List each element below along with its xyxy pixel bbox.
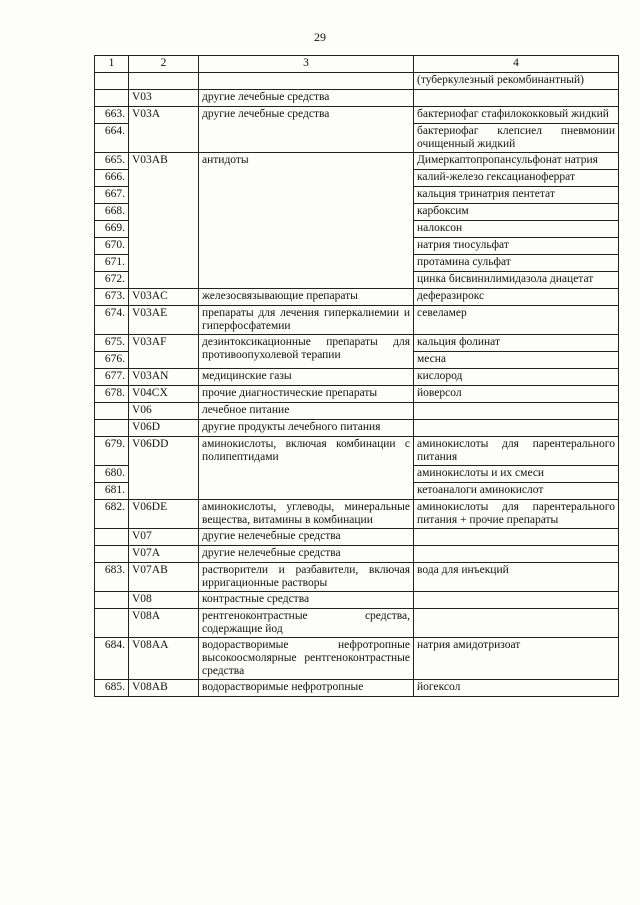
drug-name: йоверсол [414, 386, 619, 403]
drug-name [414, 592, 619, 609]
atc-code: V08A [129, 609, 199, 638]
row-number [95, 420, 129, 437]
group-name: растворители и разбавители, включая ирригационные растворы [199, 563, 414, 592]
atc-code: V03AN [129, 369, 199, 386]
atc-code: V03AB [129, 153, 199, 289]
drug-name: натрия тиосульфат [414, 238, 619, 255]
row-number: 669. [95, 221, 129, 238]
table-row [95, 73, 619, 90]
row-number: 682. [95, 500, 129, 529]
group-name: прочие диагностические препараты [199, 386, 414, 403]
atc-code: V07 [129, 529, 199, 546]
table-row [95, 403, 619, 420]
atc-code [129, 73, 199, 90]
group-name: дезинтоксикационные препараты для противоопухолевой терапии [199, 335, 414, 369]
row-number: 676. [95, 352, 129, 369]
row-number: 672. [95, 272, 129, 289]
atc-code: V04CX [129, 386, 199, 403]
table-row [95, 592, 619, 609]
drug-name [414, 546, 619, 563]
row-number: 667. [95, 187, 129, 204]
atc-code: V06DD [129, 437, 199, 500]
group-name [199, 73, 414, 90]
drug-name [414, 403, 619, 420]
row-number [95, 73, 129, 90]
table-row [95, 420, 619, 437]
header-row [95, 56, 619, 73]
group-name: водорастворимые нефротропные [199, 680, 414, 697]
drug-name: деферазирокс [414, 289, 619, 306]
drug-name: карбоксим [414, 204, 619, 221]
table-row [95, 369, 619, 386]
drug-name: кислород [414, 369, 619, 386]
drug-name: кальция фолинат [414, 335, 619, 352]
group-name: препараты для лечения гиперкалиемии и гиперфосфатемии [199, 306, 414, 335]
drug-name: натрия амидотризоат [414, 638, 619, 680]
atc-code: V03AF [129, 335, 199, 369]
row-number: 680. [95, 466, 129, 483]
row-number: 666. [95, 170, 129, 187]
drug-name: кетоаналоги аминокислот [414, 483, 619, 500]
row-number: 663. [95, 107, 129, 124]
table-row [95, 90, 619, 107]
table-row [95, 335, 619, 352]
drug-name: аминокислоты для парентерального питания + прочие препараты [414, 500, 619, 529]
atc-code: V06D [129, 420, 199, 437]
group-name: аминокислоты, включая комбинации с полипептидами [199, 437, 414, 500]
group-name: железосвязывающие препараты [199, 289, 414, 306]
row-number: 664. [95, 124, 129, 153]
table-row [95, 500, 619, 529]
row-number: 681. [95, 483, 129, 500]
drug-name: аминокислоты и их смеси [414, 466, 619, 483]
group-name: аминокислоты, углеводы, минеральные вещества, витамины в комбинации [199, 500, 414, 529]
drug-name: налоксон [414, 221, 619, 238]
group-name: лечебное питание [199, 403, 414, 420]
table-row [95, 306, 619, 335]
row-number: 685. [95, 680, 129, 697]
header-col-3: 3 [199, 56, 414, 73]
group-name: другие продукты лечебного питания [199, 420, 414, 437]
drug-name [414, 609, 619, 638]
group-name: другие нелечебные средства [199, 529, 414, 546]
drug-name: протамина сульфат [414, 255, 619, 272]
group-name: другие лечебные средства [199, 107, 414, 153]
drug-name [414, 90, 619, 107]
group-name: медицинские газы [199, 369, 414, 386]
row-number: 674. [95, 306, 129, 335]
header-col-1: 1 [95, 56, 129, 73]
row-number [95, 546, 129, 563]
row-number [95, 403, 129, 420]
drug-name: вода для инъекций [414, 563, 619, 592]
header-col-4: 4 [414, 56, 619, 73]
row-number [95, 90, 129, 107]
row-number: 677. [95, 369, 129, 386]
row-number: 671. [95, 255, 129, 272]
row-number: 673. [95, 289, 129, 306]
table-row [95, 153, 619, 170]
group-name: антидоты [199, 153, 414, 289]
group-name: водорастворимые нефротропные высокоосмолярные рентгеноконтрастные средства [199, 638, 414, 680]
header-col-2: 2 [129, 56, 199, 73]
drug-name: аминокислоты для парентерального питания [414, 437, 619, 466]
table-row [95, 289, 619, 306]
atc-code: V03AC [129, 289, 199, 306]
row-number: 668. [95, 204, 129, 221]
table-row [95, 563, 619, 592]
drug-name: (туберкулезный рекомбинантный) [414, 73, 619, 90]
table-row [95, 638, 619, 680]
atc-code: V08AB [129, 680, 199, 697]
drug-name: севеламер [414, 306, 619, 335]
table-row [95, 546, 619, 563]
row-number [95, 592, 129, 609]
row-number: 678. [95, 386, 129, 403]
atc-code: V07A [129, 546, 199, 563]
table-row [95, 386, 619, 403]
drug-name [414, 529, 619, 546]
atc-code: V08AA [129, 638, 199, 680]
group-name: другие нелечебные средства [199, 546, 414, 563]
atc-code: V06DE [129, 500, 199, 529]
row-number: 679. [95, 437, 129, 466]
row-number: 675. [95, 335, 129, 352]
row-number: 670. [95, 238, 129, 255]
page-number: 29 [314, 30, 326, 44]
drug-name [414, 420, 619, 437]
row-number [95, 609, 129, 638]
atc-code: V03 [129, 90, 199, 107]
group-name: контрастные средства [199, 592, 414, 609]
atc-code: V07AB [129, 563, 199, 592]
group-name: другие лечебные средства [199, 90, 414, 107]
table-row [95, 609, 619, 638]
row-number [95, 529, 129, 546]
atc-code: V06 [129, 403, 199, 420]
row-number: 683. [95, 563, 129, 592]
group-name: рентгеноконтрастные средства, содержащие йод [199, 609, 414, 638]
table-row [95, 437, 619, 466]
drug-name: месна [414, 352, 619, 369]
drug-list-table [94, 55, 619, 697]
table-row [95, 107, 619, 124]
table-row [95, 529, 619, 546]
row-number: 665. [95, 153, 129, 170]
drug-name: йогексол [414, 680, 619, 697]
drug-name: калий-железо гексацианоферрат [414, 170, 619, 187]
row-number: 684. [95, 638, 129, 680]
drug-name: кальция тринатрия пентетат [414, 187, 619, 204]
atc-code: V03AE [129, 306, 199, 335]
atc-code: V08 [129, 592, 199, 609]
drug-name: цинка бисвинилимидазола диацетат [414, 272, 619, 289]
drug-name: бактериофаг клепсиел пневмонии очищенный жидкий [414, 124, 619, 153]
atc-code: V03A [129, 107, 199, 153]
drug-name: Димеркаптопропансульфонат натрия [414, 153, 619, 170]
table-row [95, 680, 619, 697]
drug-name: бактериофаг стафилококковый жидкий [414, 107, 619, 124]
